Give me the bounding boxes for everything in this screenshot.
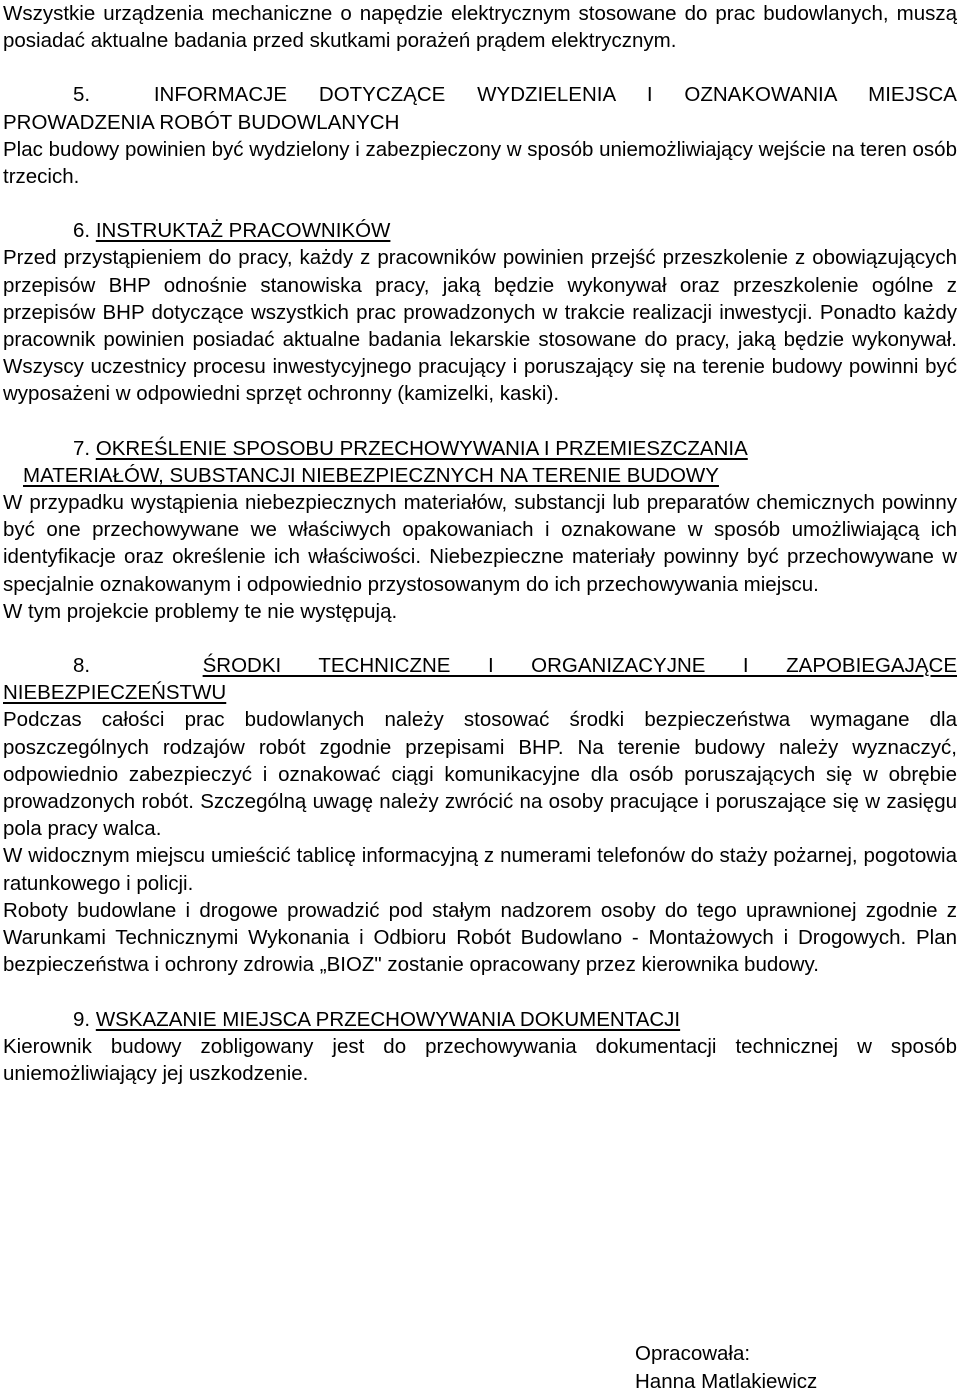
section8-body1: Podczas całości prac budowlanych należy stosować środki bezpieczeństwa wymagane dla poszczególnych rodzajów robót zgodnie przepisami BHP. Na terenie budowy należy wyznaczyć, odpowiednio zabezpieczyć i oznakować ciągi komunikacyjne dla osób poruszających się w obrębie prowadzonych robót. Szczególną uwagę należy zwrócić na osoby pracujące i poruszające się w zasięgu pola pracy walca. (3, 708, 957, 841)
section6-body: Przed przystąpieniem do pracy, każdy z pracowników powinien przejść przeszkolenie z obowiązujących przepisów BHP odnośnie stanowiska pracy, jaką będzie wykonywał oraz przeszkolenie ogólne z przepisów BHP dotyczące wszystkich prac prowadzonych w trakcie realizacji inwestycji. Ponadto każdy pracownik powinien posiadać aktualne badania lekarskie stosowane do pracy, jaką będzie wykonywał. Wszyscy uczestnicy procesu inwestycyjnego pracujący i poruszający się na terenie budowy powinni być wyposażeni w odpowiedni sprzęt ochronny (kamizelki, kaski). (3, 246, 957, 406)
section8-heading-line2 (3, 679, 957, 706)
spacer (3, 625, 957, 652)
spacer (3, 408, 957, 435)
section7-heading-line1 (3, 435, 957, 462)
section5-title-line1: INFORMACJE DOTYCZĄCE WYDZIELENIA I OZNAKOWANIA MIEJSCA (153, 83, 957, 107)
section8-body2: W widocznym miejscu umieścić tablicę informacyjną z numerami telefonów do staży pożarnej, pogotowia ratunkowego i policji. (3, 844, 957, 895)
signature-block (635, 1340, 817, 1396)
section7-number: 7. (73, 436, 91, 460)
section7-body2: W tym projekcie problemy te nie występują. (3, 599, 398, 623)
section9-number: 9. (73, 1007, 91, 1031)
section9-body: Kierownik budowy zobligowany jest do przechowywania dokumentacji technicznej w sposób uniemożliwiający jej uszkodzenie. (3, 1034, 957, 1085)
section8-title-line2: NIEBEZPIECZEŃSTWU (3, 681, 227, 705)
section6-heading (3, 217, 957, 244)
section9-heading (3, 1006, 957, 1033)
section9-title: WSKAZANIE MIEJSCA PRZECHOWYWANIA DOKUMENTACJI (95, 1007, 681, 1031)
section7-heading-line2 (3, 462, 957, 489)
section7-body1: W przypadku wystąpienia niebezpiecznych materiałów, substancji lub preparatów chemicznych powinny być one przechowywane we właściwych opakowaniach i oznakowane w sposób umożliwiającą ich identyfikacje oraz określenie ich właściwości. Niebezpieczne materiały powinny być przechowywane w specjalnie oznakowanym i odpowiednio przystosowanym do ich przechowywania miejscu. (3, 491, 957, 596)
spacer (3, 979, 957, 1006)
section5-heading-line1 (3, 81, 957, 108)
section8-body3: Roboty budowlane i drogowe prowadzić pod stałym nadzorem osoby do tego uprawnionej zgodnie z Warunkami Technicznymi Wykonania i Odbioru Robót Budowlano - Montażowych i Drogowych. Plan bezpieczeństwa i ochrony zdrowia „BIOZ" zostanie opracowany przez kierownika budowy. (3, 898, 957, 977)
signature-label: Opracowała: (635, 1342, 751, 1365)
section6-number: 6. (73, 219, 91, 243)
section5-heading-line2: PROWADZENIA ROBÓT BUDOWLANYCH (3, 110, 400, 134)
document-page (3, 0, 957, 1087)
intro-paragraph: Wszystkie urządzenia mechaniczne o napędzie elektrycznym stosowane do prac budowlanych, muszą posiadać aktualne badania przed skutkami porażeń prądem elektrycznym. (3, 2, 957, 53)
section5-number: 5. (73, 83, 91, 107)
section6-title: INSTRUKTAŻ PRACOWNIKÓW (95, 219, 391, 243)
section7-title-line2: MATERIAŁÓW, SUBSTANCJI NIEBEZPIECZNYCH NA TERENIE BUDOWY (23, 463, 719, 487)
spacer (3, 54, 957, 81)
section8-title-line1: ŚRODKI TECHNICZNE I ORGANIZACYJNE I ZAPOBIEGAJĄCE (202, 654, 957, 678)
section5-body: Plac budowy powinien być wydzielony i zabezpieczony w sposób uniemożliwiający wejście na teren osób trzecich. (3, 137, 957, 189)
spacer (3, 190, 957, 217)
section7-title-line1: OKREŚLENIE SPOSOBU PRZECHOWYWANIA I PRZEMIESZCZANIA (95, 436, 748, 460)
signature-name: Hanna Matlakiewicz (635, 1370, 818, 1393)
section8-number: 8. (73, 654, 91, 678)
section8-heading-line1 (3, 652, 957, 679)
